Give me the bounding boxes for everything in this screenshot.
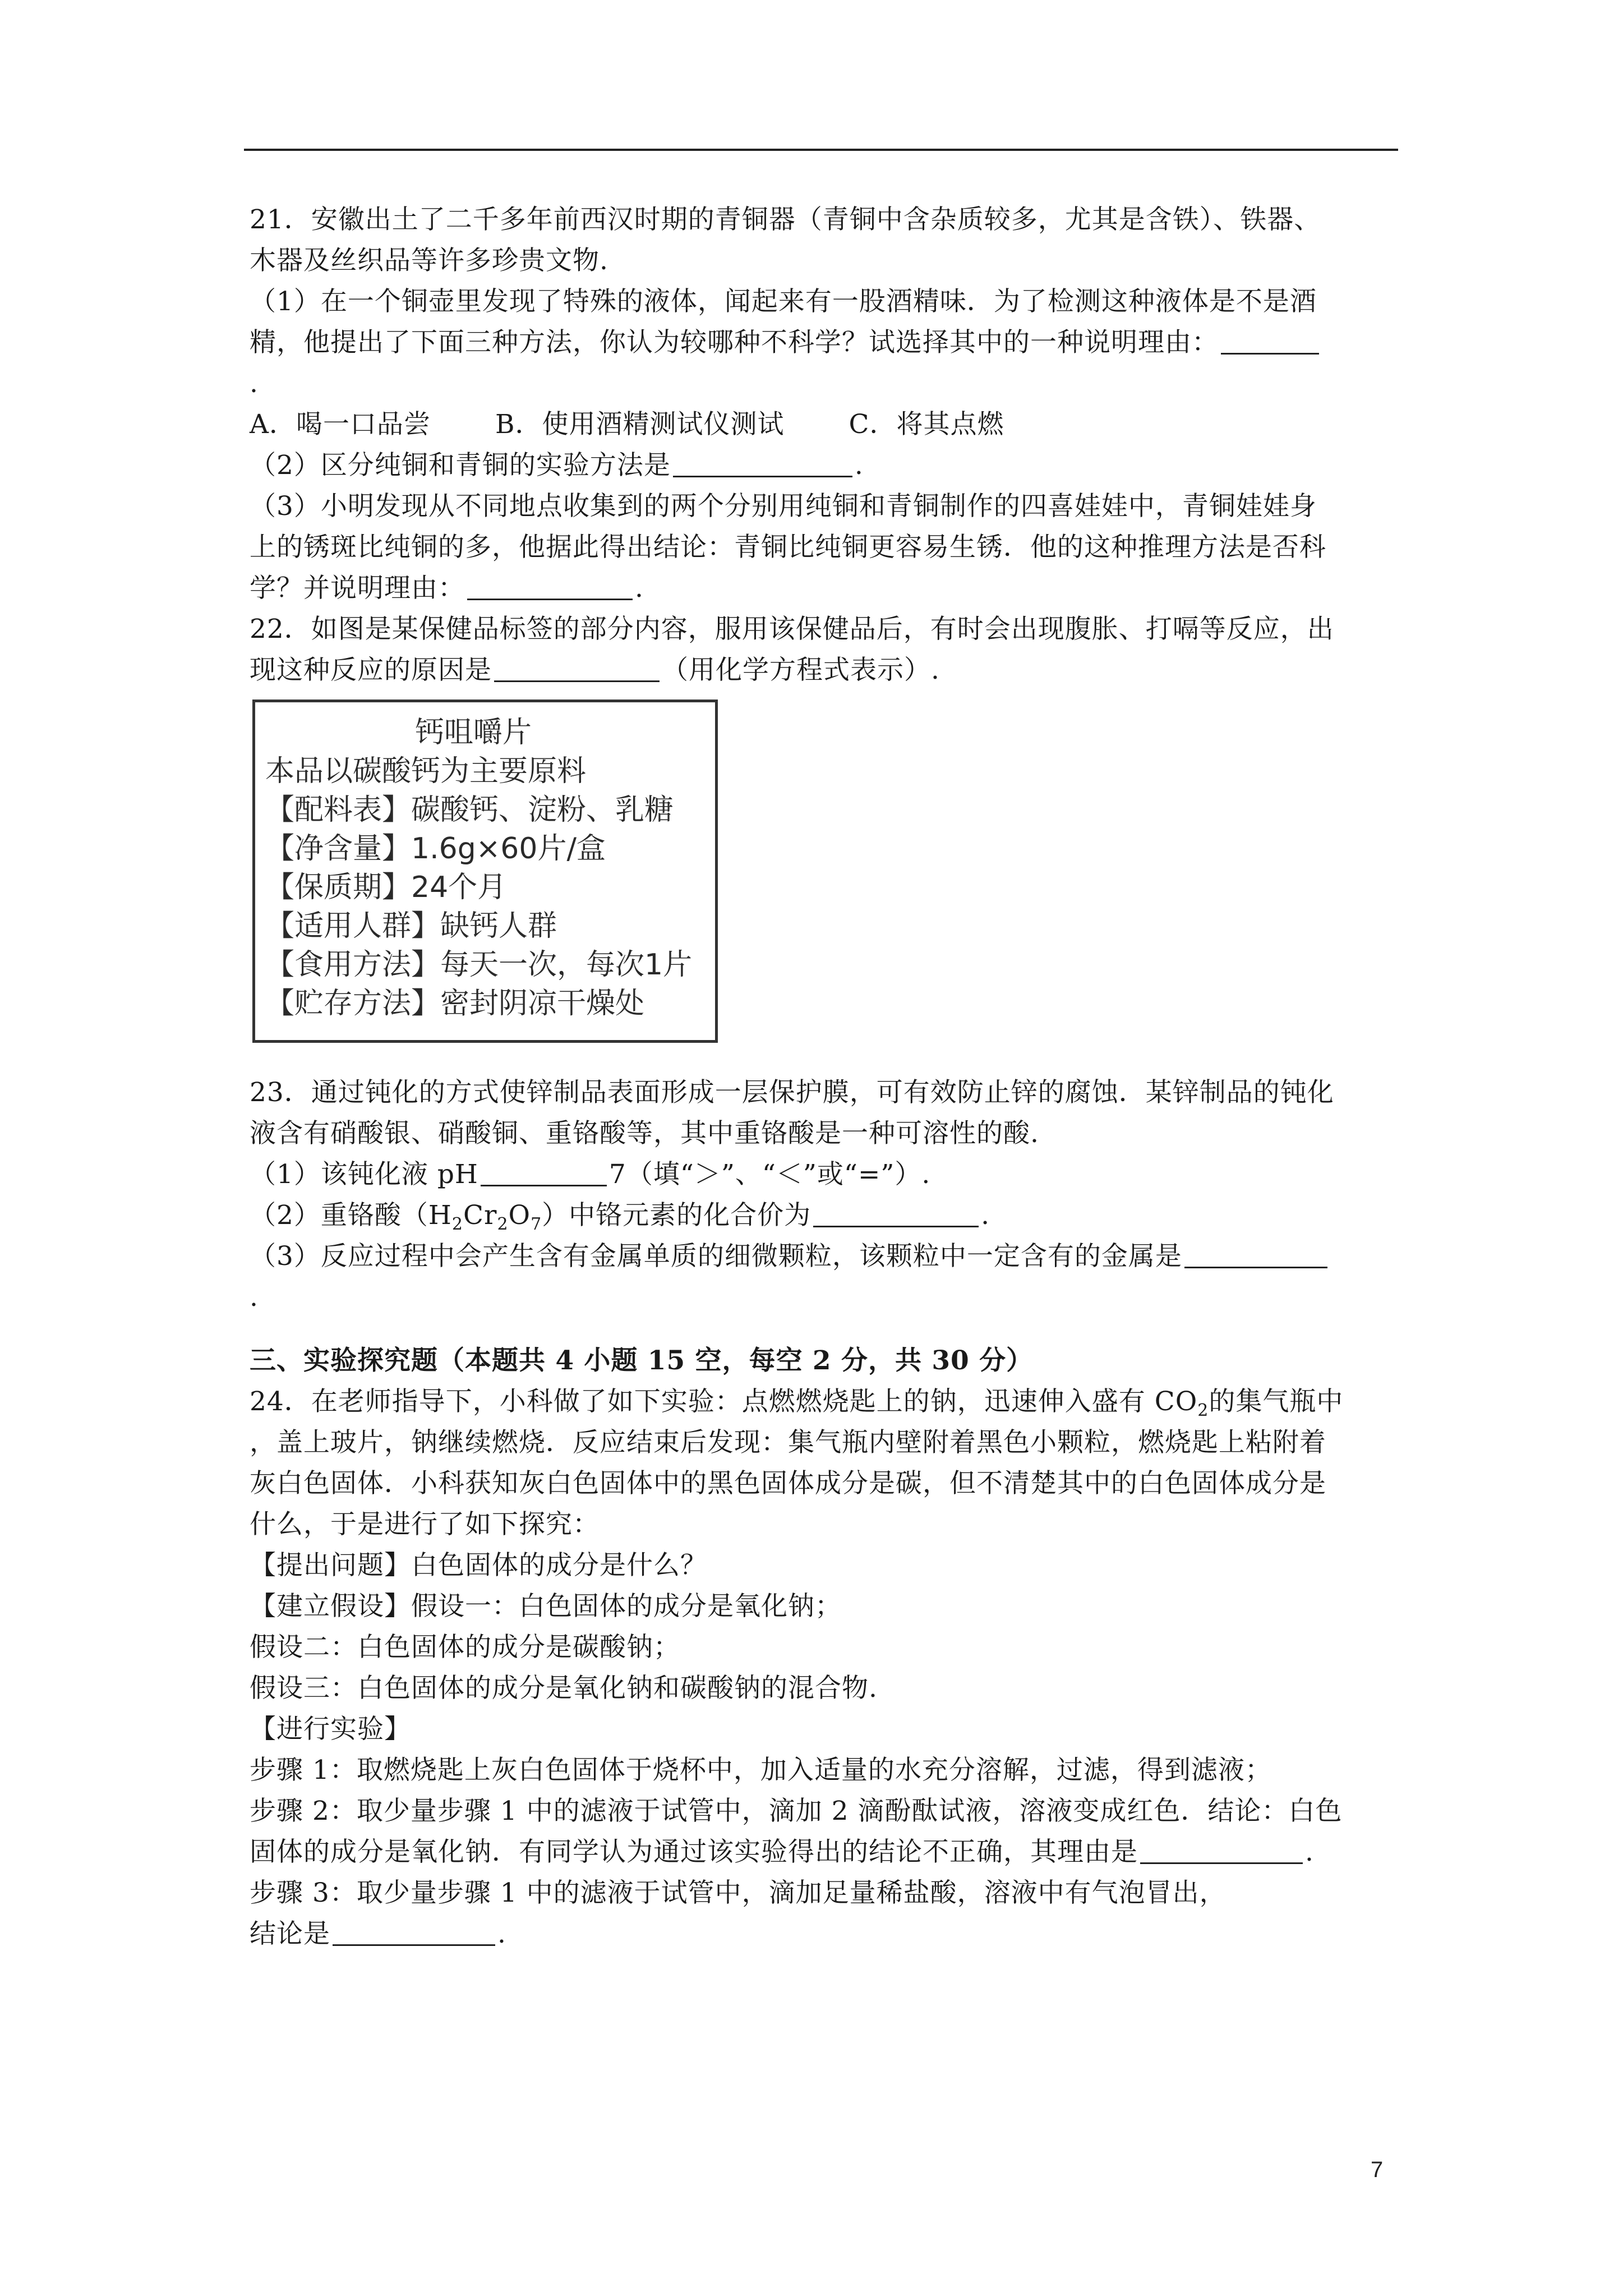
q23-part1 [250, 1154, 1396, 1195]
answer-blank[interactable] [1184, 1237, 1327, 1268]
question-23 [250, 1072, 1396, 1318]
answer-blank[interactable] [333, 1915, 495, 1946]
label-usage: 【食用方法】每天一次，每次1片 [265, 948, 693, 982]
option-c: C．将其点燃 [849, 409, 1004, 440]
q23-line: 液含有硝酸银、硝酸铜、重铬酸等，其中重铬酸是一种可溶性的酸. [250, 1118, 1039, 1149]
page-number: 7 [1371, 2157, 1384, 2182]
q24-hypothesis: 假设三：白色固体的成分是氧化钠和碳酸钠的混合物. [250, 1673, 878, 1704]
q24-question: 【提出问题】白色固体的成分是什么？ [250, 1550, 707, 1581]
q21-part1-line: . [250, 368, 259, 399]
q24-line: 灰白色固体．小科获知灰白色固体中的黑色固体成分是碳，但不清楚其中的白色固体成分是 [250, 1468, 1326, 1499]
q23-part3 [250, 1236, 1396, 1277]
q21-line: 木器及丝织品等许多珍贵文物. [250, 245, 608, 276]
q24-step1: 步骤 1：取燃烧匙上灰白色固体于烧杯中，加入适量的水充分溶解，过滤，得到滤液； [250, 1755, 1272, 1786]
question-22 [250, 609, 1396, 1043]
q21-part1-line [250, 322, 1396, 363]
q24-experiment-heading: 【进行实验】 [250, 1714, 411, 1745]
q24-step3-line [250, 1913, 1396, 1954]
q21-part1-line: （1）在一个铜壶里发现了特殊的液体，闻起来有一股酒精味．为了检测这种液体是不是酒 [250, 286, 1317, 317]
q23-part2-text: （2）重铬酸（ [250, 1200, 428, 1231]
q24-line: 什么，于是进行了如下探究： [250, 1509, 600, 1540]
question-21 [250, 199, 1396, 609]
product-label-image [252, 700, 718, 1043]
q24-line: 24．在老师指导下，小科做了如下实验：点燃燃烧匙上的钠，迅速伸入盛有 $CO_2$的集气瓶中 [250, 1386, 1344, 1420]
q21-options [250, 404, 1396, 445]
q21-part3-end: . [635, 573, 644, 604]
q24-step2-line [250, 1832, 1396, 1872]
label-storage: 【贮存方法】密封阴凉干燥处 [265, 987, 645, 1020]
q21-part3-line: 上的锈斑比纯铜的多，他据此得出结论：青铜比纯铜更容易生锈．他的这种推理方法是否科 [250, 532, 1326, 563]
question-24 [250, 1381, 1396, 1954]
q24-step2-text: 固体的成分是氧化钠．有同学认为通过该实验得出的结论不正确，其理由是 [250, 1837, 1138, 1867]
label-ingredients: 【配料表】碳酸钙、淀粉、乳糖 [265, 793, 674, 827]
option-a: A．喝一口品尝 [250, 409, 431, 440]
q23-part2-mid: ）中铬元素的化合价为 [542, 1200, 811, 1231]
answer-blank[interactable] [481, 1156, 607, 1186]
q23-part2-end: . [981, 1200, 990, 1231]
header-rule [244, 149, 1398, 151]
q24-step3-line: 步骤 3：取少量步骤 1 中的滤液于试管中，滴加足量稀盐酸，溶液中有气泡冒出， [250, 1878, 1227, 1908]
page-content [250, 199, 1396, 1954]
formula: $H_2Cr_2O_7$ [428, 1200, 542, 1234]
answer-blank[interactable] [673, 447, 852, 477]
q21-part3-text: 学？并说明理由： [250, 573, 465, 604]
label-net-content: 【净含量】1.6g×60片/盒 [265, 832, 606, 866]
q23-part1-end: 7（填“＞”、“＜”或“=”）. [608, 1159, 931, 1190]
q23-line: 23．通过钝化的方式使锌制品表面形成一层保护膜，可有效防止锌的腐蚀．某锌制品的钝化 [250, 1077, 1334, 1108]
q24-step2-end: . [1305, 1837, 1314, 1867]
q22-text: 现这种反应的原因是 [250, 655, 492, 685]
q21-line: 21．安徽出土了二千多年前西汉时期的青铜器（青铜中含杂质较多，尤其是含铁）、铁器、 [250, 204, 1321, 235]
q24-line: ，盖上玻片，钠继续燃烧．反应结束后发现：集气瓶内壁附着黑色小颗粒，燃烧匙上粘附着 [250, 1427, 1326, 1458]
q21-part2-text: （2）区分纯铜和青铜的实验方法是 [250, 450, 671, 481]
answer-blank[interactable] [1221, 324, 1319, 355]
q24-hypothesis: 假设二：白色固体的成分是碳酸钠； [250, 1632, 680, 1663]
q22-line: 22．如图是某保健品标签的部分内容，服用该保健品后，有时会出现腹胀、打嗝等反应，出 [250, 614, 1334, 645]
q23-part2 [250, 1195, 1396, 1236]
q23-part3-end: . [250, 1282, 259, 1313]
q22-line [250, 650, 1396, 691]
q24-step3-end: . [497, 1918, 506, 1949]
answer-blank[interactable] [1140, 1833, 1303, 1864]
label-title: 钙咀嚼片 [414, 716, 532, 749]
q23-part1-text: （1）该钝化液 pH [250, 1159, 478, 1190]
label-target-group: 【适用人群】缺钙人群 [265, 909, 557, 943]
answer-blank[interactable] [813, 1197, 979, 1227]
q24-step2-line: 步骤 2：取少量步骤 1 中的滤液于试管中，滴加 2 滴酚酞试液，溶液变成红色．结论：白色 [250, 1796, 1343, 1826]
label-main-ingredient: 本品以碳酸钙为主要原料 [265, 754, 587, 788]
q22-text-end: （用化学方程式表示）. [662, 655, 940, 685]
label-shelf-life: 【保质期】24个月 [265, 871, 507, 904]
q21-part1-text: 精，他提出了下面三种方法，你认为较哪种不科学？试选择其中的一种说明理由： [250, 327, 1219, 358]
q21-part3-line [250, 568, 1396, 609]
q23-part3-text: （3）反应过程中会产生含有金属单质的细微颗粒，该颗粒中一定含有的金属是 [250, 1241, 1182, 1272]
answer-blank[interactable] [494, 651, 660, 682]
q21-part3-line: （3）小明发现从不同地点收集到的两个分别用纯铜和青铜制作的四喜娃娃中，青铜娃娃身 [250, 491, 1317, 522]
q24-step3-text: 结论是 [250, 1918, 330, 1949]
q21-part2 [250, 445, 1396, 486]
option-b: B．使用酒精测试仪测试 [495, 409, 785, 440]
q24-hypothesis: 【建立假设】假设一：白色固体的成分是氧化钠； [250, 1591, 842, 1622]
answer-blank[interactable] [467, 569, 633, 600]
q21-part2-end: . [854, 450, 864, 481]
section-heading: 三、实验探究题（本题共 4 小题 15 空，每空 2 分，共 30 分） [250, 1345, 1034, 1376]
